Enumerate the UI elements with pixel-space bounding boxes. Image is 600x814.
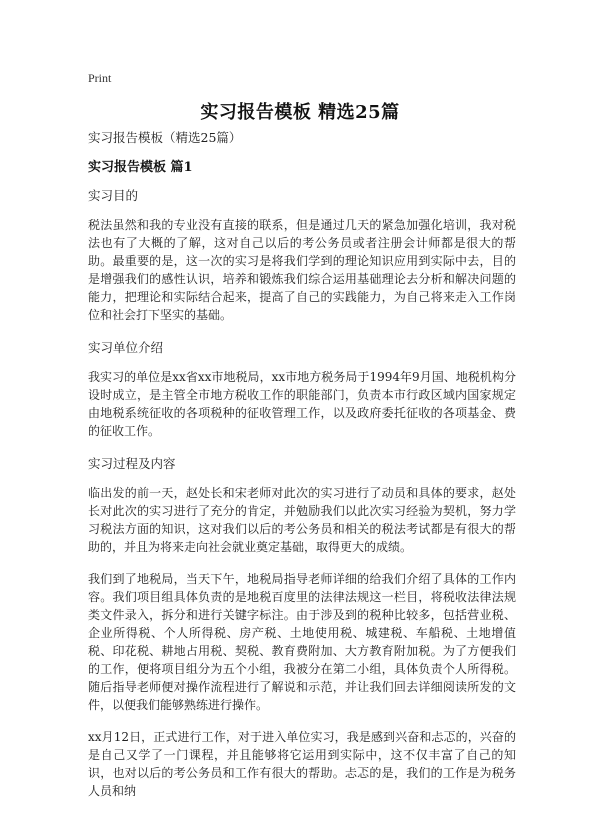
paragraph: 税法虽然和我的专业没有直接的联系，但是通过几天的紧急加强化培训，我对税法也有了大概的了解，这对自己以后的考公务员或者注册会计师都是很大的帮助。最重要的是，这一次的实习是将我们学到的理论知识应用到实际中去，目的是增强我们的感性认识，培养和锻炼我们综合运用基础理论去分析和解决问题的能力，把理论和实际结合起来，提高了自己的实践能力，为自己将来走入工作岗位和社会打下坚实的基础。: [88, 218, 516, 322]
paragraph: 我实习的单位是xx省xx市地税局，xx市地方税务局于1994年9月国、地税机构分设时成立，是主管全市地方税收工作的职能部门，负责本市行政区域内国家规定由地税系统征收的各项税种的征收管理工作，以及政府委托征收的各项基金、费的征收工作。: [88, 370, 516, 438]
document-title: 实习报告模板 精选25篇: [200, 102, 400, 123]
document-body: [88, 128, 516, 814]
section-heading: 实习过程及内容: [88, 456, 176, 471]
section-heading: 实习目的: [88, 188, 139, 203]
document-subtitle: 实习报告模板（精选25篇）: [88, 130, 242, 145]
section-title: 实习报告模板 篇1: [88, 160, 193, 175]
paragraph: 我们到了地税局，当天下午，地税局指导老师详细的给我们介绍了具体的工作内容。我们项目组具体负责的是地税百度里的法律法规这一栏目，将税收法律法规类文件录入，拆分和进行关键字标注。由于涉及到的税种比较多，包括营业税、企业所得税、个人所得税、房产税、土地使用税、城建税、车船税、土地增值税、印花税、耕地占用税、契税、教育费附加、大方教育附加税。为了方便我们的工作，便将项目组分为五个小组，我被分在第二小组，具体负责个人所得税。随后指导老师便对操作流程进行了解说和示范，并让我们回去详细阅读所发的文件，以便我们能够熟练进行操作。: [88, 572, 516, 712]
paragraph: xx月12日，正式进行工作，对于进入单位实习，我是感到兴奋和忐忑的，兴奋的是自己又学了一门课程，并且能够将它运用到实际中，这不仅丰富了自己的知识，也对以后的考公务员和工作有很大的帮助。忐忑的是，我们的工作是为税务人员和纳: [88, 730, 516, 798]
paragraph: 临出发的前一天，赵处长和宋老师对此次的实习进行了动员和具体的要求，赵处长对此次的实习进行了充分的肯定，并勉励我们以此次实习经验为契机，努力学习税法方面的知识，这对我们以后的考公务员和相关的税法考试都是有很大的帮助的，并且为将来走向社会就业奠定基础，取得更大的成绩。: [88, 486, 516, 554]
section-heading: 实习单位介绍: [88, 340, 164, 355]
print-label: Print: [88, 71, 112, 85]
